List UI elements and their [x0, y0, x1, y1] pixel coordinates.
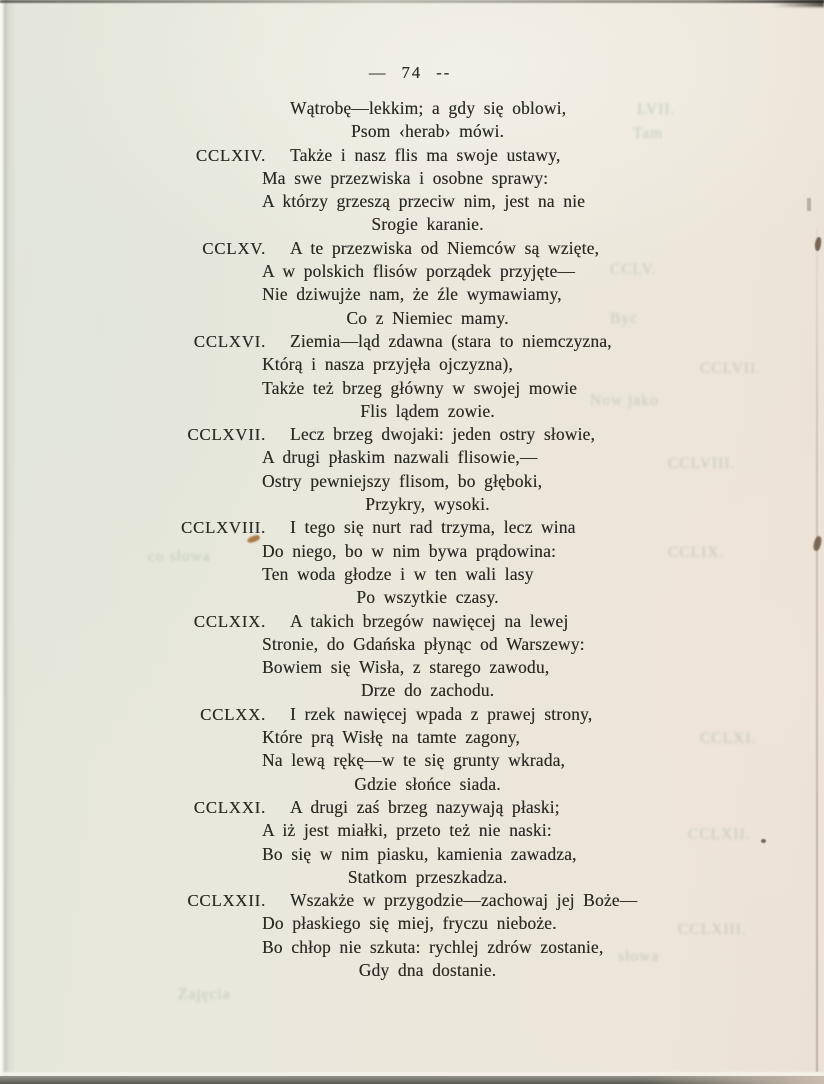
- verse-text: Ma swe przezwiska i osobne sprawy:: [262, 167, 549, 188]
- verse-text: A drugi zaś brzeg nazywają płaski;: [290, 796, 560, 817]
- stanza-numeral: CCLXXI.: [193, 797, 266, 817]
- speck-mark: [761, 839, 766, 843]
- verse-text: Do niego, bo w nim bywa prądowina:: [262, 540, 557, 561]
- bleed-through-text: CCLXI.: [700, 730, 757, 747]
- verse-text: Bo chłop nie szkuta: rychlej zdrów zostanie,: [262, 936, 604, 957]
- verse-text: Przykry, wysoki.: [365, 494, 490, 515]
- verse-text: Nie dziwujże nam, że źle wymawiamy,: [262, 284, 562, 305]
- verse-text: Lecz brzeg dwojaki: jeden ostry słowie,: [290, 424, 595, 445]
- verse-text: Gdy dna dostanie.: [358, 959, 497, 980]
- verse-line: [260, 563, 662, 586]
- verse-text: Także i nasz flis ma swoje ustawy,: [290, 144, 561, 165]
- verse-line: [180, 516, 662, 539]
- verse-line: [260, 213, 595, 236]
- verse-text: Po wszytkie czasy.: [356, 587, 499, 608]
- verse-line: [260, 936, 662, 959]
- verse-line: [260, 866, 595, 889]
- bleed-through-text: CCLVIII.: [668, 455, 736, 472]
- verse-line: [260, 912, 662, 935]
- verse-text: A w polskich flisów porządek przyjęte—: [262, 261, 576, 282]
- verse-line: [200, 703, 662, 726]
- verse-text: I tego się nurt rad trzyma, lecz wina: [290, 517, 576, 538]
- crease-mark: [812, 535, 822, 551]
- verse-text: Na lewą rękę—w te się grunty wkrada,: [262, 750, 566, 771]
- verse-line: [260, 190, 662, 213]
- verse-line: [260, 120, 595, 143]
- verse-line: [260, 773, 595, 796]
- verse-text: Bowiem się Wisła, z starego zawodu,: [262, 657, 550, 678]
- verse-line: [260, 843, 662, 866]
- verse-line: [260, 400, 595, 423]
- stanza-numeral: CCLXXII.: [187, 891, 266, 911]
- bleed-through-text: CCLVII.: [700, 360, 762, 377]
- verse-text: Bo się w nim piasku, kamienia zawadza,: [262, 843, 577, 864]
- verse-text: Flis lądem zowie.: [360, 400, 495, 421]
- verse-text: A te przezwiska od Niemców są wzięte,: [290, 237, 600, 258]
- stanza-numeral: CCLXV.: [202, 238, 266, 258]
- verse-text: Wszakże w przygodzie—zachowaj jej Boże—: [290, 890, 638, 911]
- stanza-numeral: CCLXVI.: [193, 331, 266, 351]
- verse-text: I rzek nawięcej wpada z prawej strony,: [290, 703, 593, 724]
- page-top-edge: [0, 0, 824, 3]
- verse-line: [193, 796, 662, 819]
- verse-line: [260, 819, 662, 842]
- verse-text: Które prą Wisłę na tamte zagony,: [262, 727, 520, 748]
- bleed-through-text: CCLIX.: [668, 544, 725, 561]
- bleed-through-text: CCLXIII.: [678, 921, 747, 938]
- stanza-numeral: CCLXVIII.: [180, 518, 266, 538]
- verse-line: [195, 144, 662, 167]
- verse-line: [187, 889, 662, 912]
- verse-line: [260, 586, 595, 609]
- bleed-through-text: Tam: [633, 125, 664, 142]
- bleed-through-text: Byc: [610, 310, 638, 327]
- verse-line: [260, 656, 662, 679]
- verse-line: [260, 679, 595, 702]
- verse-text: Statkom przeszkadza.: [347, 866, 508, 887]
- bleed-through-text: CCLV.: [610, 261, 657, 278]
- verse-line: [260, 97, 662, 120]
- verse-line: [193, 330, 662, 353]
- stanza-numeral: CCLXVII.: [187, 425, 266, 445]
- verse-text: Którą i nasza przyjęła ojczyzna),: [262, 354, 513, 375]
- page-top-right-corner: [772, 0, 824, 7]
- stanza-numeral: CCLXIV.: [195, 145, 266, 165]
- verse-text: Wątrobę—lekkim; a gdy się oblowi,: [290, 98, 567, 118]
- verse-text: Także też brzeg główny w swojej mowie: [262, 377, 578, 398]
- verse-text: Ziemia—ląd zdawna (stara to niemczyzna,: [290, 330, 612, 351]
- page-left-edge: [0, 0, 16, 1084]
- verse-line: [260, 307, 595, 330]
- crease-mark: [814, 237, 822, 252]
- verse-line: [260, 353, 662, 376]
- stanza-numeral: CCLXIX.: [193, 611, 266, 631]
- poem: [180, 97, 662, 982]
- verse-line: [260, 377, 662, 400]
- page-bottom-edge: [0, 1076, 824, 1084]
- verse-line: [260, 726, 662, 749]
- bleed-through-text: CCLXII.: [688, 826, 751, 843]
- verse-text: Co z Niemiec mamy.: [346, 307, 509, 328]
- verse-text: Ten woda głodze i w ten wali lasy: [262, 563, 534, 584]
- verse-text: Psom ‹herab› mówi.: [350, 121, 505, 142]
- verse-line: [260, 283, 662, 306]
- verse-text: Do płaskiego się miej, fryczu nieboże.: [262, 913, 557, 934]
- verse-line: [260, 260, 662, 283]
- bleed-through-text: słowa: [618, 948, 660, 965]
- verse-line: [260, 749, 662, 772]
- verse-text: Gdzie słońce siada.: [354, 773, 501, 794]
- verse-text: Stronie, do Gdańska płynąc od Warszewy:: [262, 633, 585, 654]
- verse-text: Drze do zachodu.: [360, 680, 495, 701]
- verse-line: [260, 470, 662, 493]
- verse-line: [260, 446, 662, 469]
- verse-line: [260, 493, 595, 516]
- page-crease: [816, 228, 818, 1072]
- verse-text: A drugi płaskim nazwali flisowie,—: [262, 447, 538, 468]
- verse-line: [260, 540, 662, 563]
- stanza-numeral: CCLXX.: [200, 704, 266, 724]
- verse-text: Srogie karanie.: [371, 214, 484, 235]
- verse-text: Ostry pewniejszy flisom, bo głęboki,: [262, 470, 543, 491]
- verse-line: [260, 167, 662, 190]
- page-number: — 74 --: [368, 63, 452, 82]
- bleed-through-text: LVII.: [637, 101, 676, 118]
- bleed-through-text: co słowa: [148, 548, 211, 565]
- bleed-through-text: Zajęcia: [178, 986, 231, 1003]
- verse-line: [202, 237, 662, 260]
- verse-line: [193, 610, 662, 633]
- verse-text: A iż jest miałki, przeto też nie naski:: [262, 820, 552, 841]
- bleed-through-text: Now jako: [590, 392, 659, 409]
- crease-mark: [807, 198, 811, 211]
- verse-text: A którzy grzeszą przeciw nim, jest na nie: [262, 191, 586, 212]
- verse-line: [187, 423, 662, 446]
- verse-text: A takich brzegów nawięcej na lewej: [290, 610, 569, 631]
- verse-line: [260, 633, 662, 656]
- verse-line: [260, 959, 595, 982]
